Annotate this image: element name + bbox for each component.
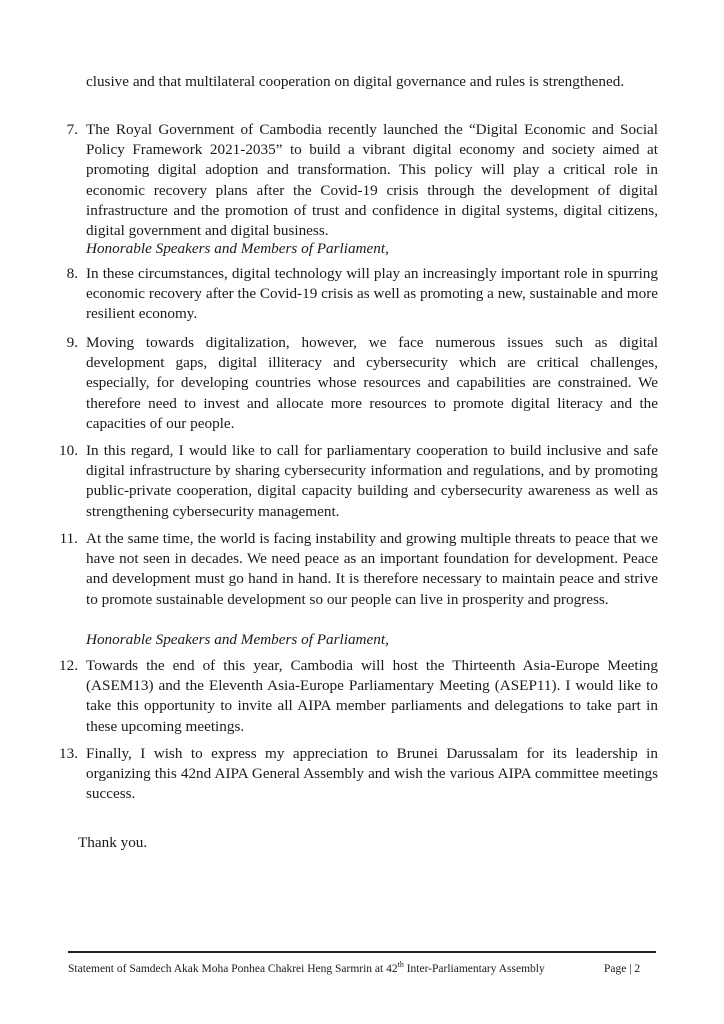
- salutation-heading-2: Honorable Speakers and Members of Parliament,: [86, 631, 389, 648]
- paragraph-9: [66, 333, 658, 434]
- paragraph-number: 13.: [59, 745, 78, 762]
- paragraph-number: 7.: [66, 121, 78, 138]
- paragraph-8: [66, 264, 658, 325]
- paragraph-text: Moving towards digitalization, however, we face numerous issues such as digital development gaps, digital illiteracy and cybersecurity which are critical challenges, especially, for developing countries whose resources and capabilities are constrained. We therefore need to invest and allocate more resources to promote digital literacy and the capacities of our people.: [86, 334, 658, 432]
- salutation-heading-1: Honorable Speakers and Members of Parliament,: [86, 240, 389, 257]
- paragraph-text: Finally, I wish to express my appreciation to Brunei Darussalam for its leadership in organizing this 42nd AIPA General Assembly and wish the various AIPA committee meetings success.: [86, 745, 658, 803]
- paragraph-10: [59, 441, 658, 522]
- footer-statement-suffix: Inter-Parliamentary Assembly: [403, 963, 545, 975]
- page-number: Page | 2: [604, 963, 641, 975]
- paragraph-7: [66, 120, 658, 241]
- paragraph-13: [59, 744, 658, 805]
- footer-divider: [68, 951, 656, 953]
- continued-paragraph: [86, 72, 658, 92]
- footer-ordinal-suffix: th: [397, 960, 404, 970]
- closing-text: Thank you.: [78, 834, 148, 851]
- paragraph-number: 10.: [59, 442, 78, 459]
- paragraph-text: Towards the end of this year, Cambodia will host the Thirteenth Asia-Europe Meeting (ASEM13) and the Eleventh Asia-Europe Parliamentary Meeting (ASEP11). I would like to take this opportunity to invite all AIPA member parliaments and delegations to take part in these upcoming meetings.: [86, 657, 658, 735]
- paragraph-text: In this regard, I would like to call for parliamentary cooperation to build inclusive and safe digital infrastructure by sharing cybersecurity information and regulations, and by promoting public-private cooperation, digital capacity building and cybersecurity awareness as well as strengthening cybersecurity management.: [86, 442, 658, 520]
- footer-statement: [68, 960, 545, 975]
- continued-paragraph-text: clusive and that multilateral cooperation on digital governance and rules is strengthened.: [86, 73, 625, 90]
- paragraph-number: 12.: [59, 657, 78, 674]
- paragraph-number: 9.: [66, 334, 78, 351]
- footer-statement-prefix: Statement of Samdech Akak Moha Ponhea Chakrei Heng Sarmrin at 42: [68, 963, 398, 975]
- paragraph-text: The Royal Government of Cambodia recently launched the “Digital Economic and Social Policy Framework 2021-2035” to build a vibrant digital economy and society aimed at promoting digital adoption and transformation. This policy will play a critical role in economic recovery plans after the Covid-19 crisis through the development of digital infrastructure and the promotion of trust and confidence in digital systems, digital citizens, digital government and digital business.: [86, 121, 658, 240]
- paragraph-number: 11.: [59, 530, 78, 547]
- paragraph-number: 8.: [66, 265, 78, 282]
- paragraph-text: In these circumstances, digital technology will play an increasingly important role in spurring economic recovery after the Covid-19 crisis as well as promoting a new, sustainable and more resilient economy.: [86, 265, 658, 323]
- paragraph-text: At the same time, the world is facing instability and growing multiple threats to peace that we have not seen in decades. We need peace as an important foundation for development. Peace and development must go hand in hand. It is therefore necessary to maintain peace and strive to promote sustainable development so our people can live in prosperity and progress.: [86, 530, 658, 608]
- paragraph-11: [59, 529, 658, 610]
- paragraph-12: [59, 656, 658, 737]
